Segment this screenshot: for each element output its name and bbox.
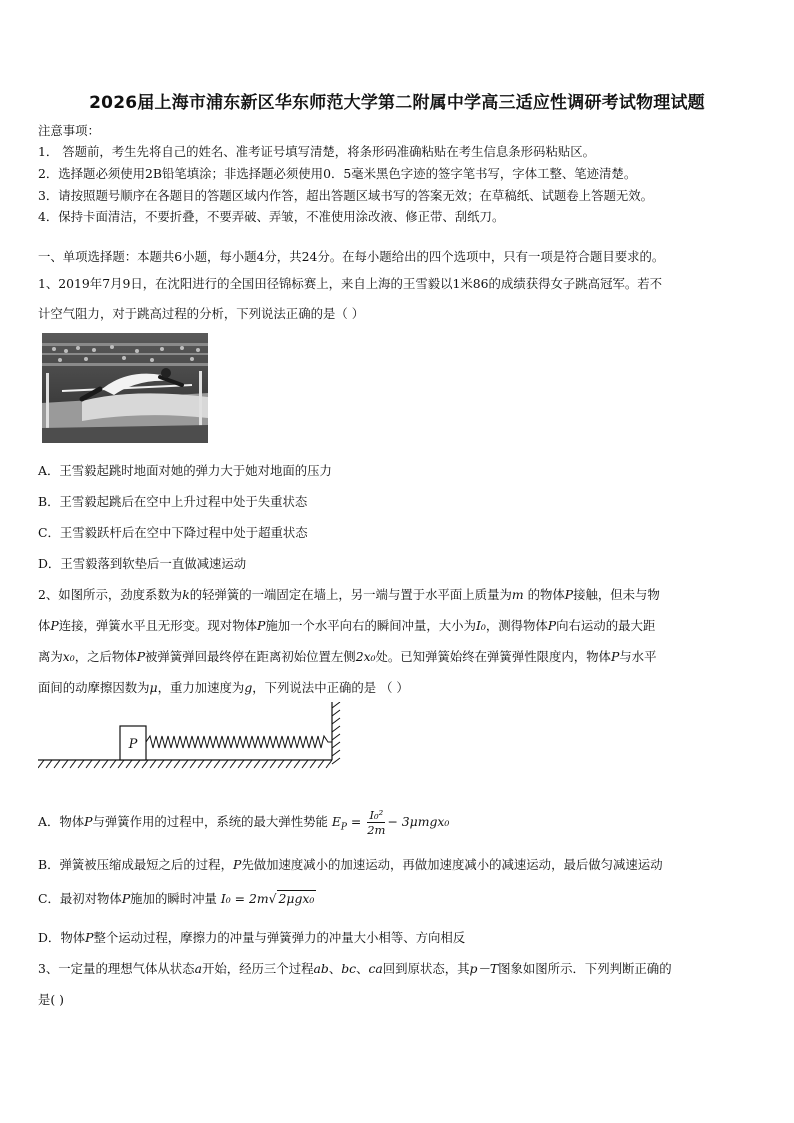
question-2-stem-line2: 体P连接，弹簧水平且无形变。现对物体P施加一个水平向右的瞬间冲量，大小为I₀，测得物体P向右运动的最大距 xyxy=(38,618,656,633)
question-2-option-c: C．最初对物体P施加的瞬时冲量 I₀ = 2m√ 2μgx₀ xyxy=(38,891,315,906)
spring-block-figure xyxy=(38,702,344,776)
question-2-stem-line4: 面间的动摩擦因数为μ，重力加速度为g，下列说法中正确的是 （ ） xyxy=(38,680,409,695)
question-1-option-d: D．王雪毅落到软垫后一直做减速运动 xyxy=(38,556,247,571)
question-1-stem-line1: 1、2019年7月9日，在沈阳进行的全国田径锦标赛上，来自上海的王雪毅以1米86的成绩获得女子跳高冠军。若不 xyxy=(38,276,663,291)
block-label: P xyxy=(128,737,138,752)
question-2-option-b: B．弹簧被压缩成最短之后的过程，P先做加速度减小的加速运动，再做加速度减小的减速运动，最后做匀减速运动 xyxy=(38,857,663,872)
question-2-stem-line3: 离为x₀，之后物体P被弹簧弹回最终停在距离初始位置左侧2x₀处。已知弹簧始终在弹簧弹性限度内，物体P与水平 xyxy=(38,649,657,664)
question-1-stem-line2: 计空气阻力，对于跳高过程的分析，下列说法正确的是（ ） xyxy=(38,306,365,321)
note-item-4: 4．保持卡面清洁，不要折叠，不要弄破、弄皱，不准使用涂改液、修正带、刮纸刀。 xyxy=(38,209,505,224)
question-3-stem-line1: 3、一定量的理想气体从状态a开始，经历三个过程ab、bc、ca回到原状态，其p－T图象如图所示．下列判断正确的 xyxy=(38,961,672,976)
energy-fraction: $\frac{\text{I₀²}}{2m}$ xyxy=(367,808,386,837)
question-1-option-b: B．王雪毅起跳后在空中上升过程中处于失重状态 xyxy=(38,494,308,509)
notes-heading: 注意事项： xyxy=(38,123,100,138)
question-1-option-c: C．王雪毅跃杆后在空中下降过程中处于超重状态 xyxy=(38,525,308,540)
sqrt-expression: √ 2μgx₀ xyxy=(268,891,315,906)
high-jump-photo xyxy=(42,333,208,443)
note-item-1: 1． 答题前，考生先将自己的姓名、准考证号填写清楚，将条形码准确粘贴在考生信息条形码粘贴区。 xyxy=(38,144,596,159)
page-title: 2026届上海市浦东新区华东师范大学第二附属中学高三适应性调研考试物理试题 xyxy=(89,93,705,113)
question-3-stem-line2: 是( ) xyxy=(38,992,64,1007)
question-2-option-d: D．物体P整个运动过程，摩擦力的冲量与弹簧弹力的冲量大小相等、方向相反 xyxy=(38,930,466,945)
question-2-option-a: A．物体P与弹簧作用的过程中，系统的最大弹性势能 $E_P$ = $\frac{\text{I₀²}}{2m}$ − 3μmgx₀ xyxy=(38,808,450,837)
question-2-stem-line1: 2、如图所示，劲度系数为k的轻弹簧的一端固定在墙上，另一端与置于水平面上质量为m 的物体P接触，但未与物 xyxy=(38,587,660,602)
note-item-2: 2．选择题必须使用2B铅笔填涂；非选择题必须使用0．5毫米黑色字迹的签字笔书写，字体工整、笔迹清楚。 xyxy=(38,166,637,181)
note-item-3: 3．请按照题号顺序在各题目的答题区域内作答，超出答题区域书写的答案无效；在草稿纸、试题卷上答题无效。 xyxy=(38,188,654,203)
section-heading: 一、单项选择题：本题共6小题，每小题4分，共24分。在每小题给出的四个选项中，只有一项是符合题目要求的。 xyxy=(38,249,665,264)
question-1-option-a: A．王雪毅起跳时地面对她的弹力大于她对地面的压力 xyxy=(38,463,332,478)
